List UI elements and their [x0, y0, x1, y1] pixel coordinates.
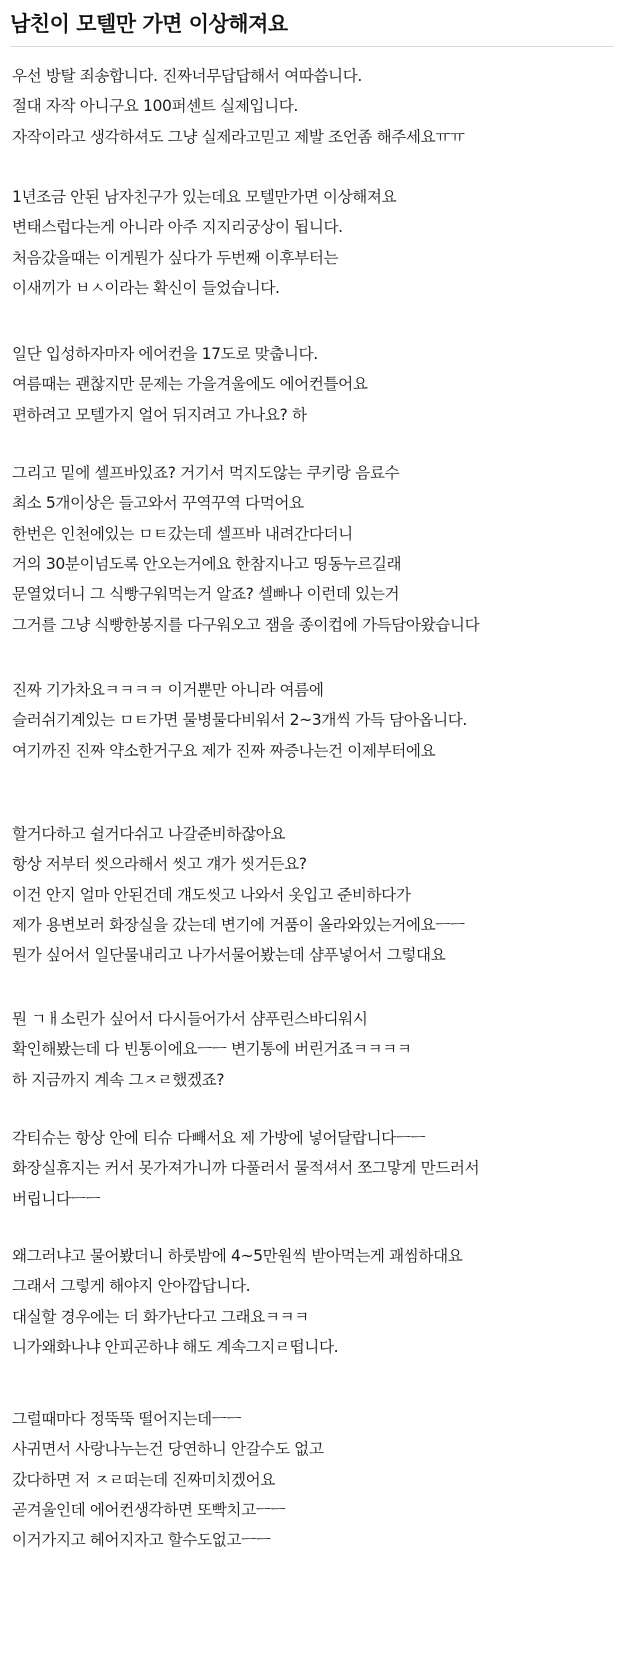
- post-paragraph-line: 그리고 밑에 셀프바있죠? 거기서 먹지도않는 쿠키랑 음료수: [12, 464, 400, 482]
- post-paragraph-line: 사귀면서 사랑나누는건 당연하니 안갈수도 없고: [12, 1440, 324, 1459]
- post-paragraph-line: 편하려고 모텔가지 얼어 뒤지려고 가나요? 하: [12, 405, 307, 424]
- post-paragraph-line: 화장실휴지는 커서 못가져가니까 다풀러서 물적셔서 쪼그맣게 만드러서: [12, 1159, 480, 1178]
- post-paragraph-line: 뭔 ㄱㅐ소린가 싶어서 다시들어가서 샴푸린스바디워시: [12, 1010, 368, 1028]
- post-paragraph-line: 한번은 인천에있는 ㅁㅌ갔는데 셀프바 내려간다더니: [12, 524, 353, 543]
- post-paragraph-line: 할거다하고 쉴거다쉬고 나갈준비하잖아요: [12, 825, 286, 843]
- post-paragraph-line: 여름때는 괜찮지만 문제는 가을겨울에도 에어컨틀어요: [12, 375, 368, 394]
- post-paragraph-line: 버립니다ㅡㅡ: [12, 1189, 100, 1208]
- post-paragraph-line: 1년조금 안된 남자친구가 있는데요 모텔만가면 이상해져요: [12, 188, 397, 206]
- post-paragraph-line: 니가왜화나냐 안피곤하냐 해도 계속그지ㄹ떱니다.: [12, 1337, 339, 1356]
- post-title: 남친이 모텔만 가면 이상해져요: [10, 12, 288, 36]
- post-paragraph-line: 최소 5개이상은 들고와서 꾸역꾸역 다먹어요: [12, 494, 304, 513]
- title-divider: [10, 46, 614, 47]
- post-paragraph-line: 뭔가 싶어서 일단물내리고 나가서물어봤는데 샴푸넣어서 그렇대요: [12, 946, 446, 965]
- post-paragraph-line: 절대 자작 아니구요 100퍼센트 실제입니다.: [12, 97, 298, 116]
- post-paragraph-line: 하 지금까지 계속 그ㅈㄹ했겠죠?: [12, 1070, 225, 1089]
- post-paragraph-line: 변태스럽다는게 아니라 아주 지지리궁상이 됩니다.: [12, 218, 343, 237]
- post-paragraph-line: 여기까진 진짜 약소한거구요 제가 진짜 짜증나는건 이제부터에요: [12, 741, 436, 760]
- post-paragraph-line: 자작이라고 생각하셔도 그냥 실제라고믿고 제발 조언좀 해주세요ㅠㅠ: [12, 127, 465, 146]
- post-paragraph-line: 이새끼가 ㅂㅅ이라는 확신이 들었습니다.: [12, 278, 280, 297]
- post-paragraph-line: 이건 안지 얼마 안된건데 걔도씻고 나와서 옷입고 준비하다가: [12, 885, 411, 904]
- post-paragraph-line: 곧겨울인데 에어컨생각하면 또빡치고ㅡㅡ: [12, 1500, 286, 1519]
- post-paragraph-line: 확인해봤는데 다 빈통이에요ㅡㅡ 변기통에 버린거죠ㅋㅋㅋㅋ: [12, 1040, 412, 1059]
- post-paragraph-line: 우선 방탈 죄송합니다. 진짜너무답답해서 여따씁니다.: [12, 67, 362, 85]
- post-paragraph-line: 문열었더니 그 식빵구워먹는거 알죠? 셀빠나 이런데 있는거: [12, 585, 400, 604]
- post-paragraph-line: 항상 저부터 씻으라해서 씻고 걔가 씻거든요?: [12, 855, 307, 874]
- post-paragraph-line: 갔다하면 저 ㅈㄹ떠는데 진짜미치겠어요: [12, 1470, 275, 1489]
- post-paragraph-line: 일단 입성하자마자 에어컨을 17도로 맞춥니다.: [12, 345, 318, 363]
- post-paragraph-line: 대실할 경우에는 더 화가난다고 그래요ㅋㅋㅋ: [12, 1307, 309, 1326]
- post-paragraph-line: 그거를 그냥 식빵한봉지를 다구워오고 잼을 종이컵에 가득담아왔습니다: [12, 615, 480, 634]
- post-paragraph-line: 그래서 그렇게 해야지 안아깝답니다.: [12, 1277, 251, 1296]
- post-paragraph-line: 슬러쉬기계있는 ㅁㅌ가면 물병물다비워서 2~3개씩 가득 담아옵니다.: [12, 711, 467, 730]
- post-paragraph-line: 그럴때마다 정뚝뚝 떨어지는데ㅡㅡ: [12, 1410, 242, 1428]
- post-paragraph-line: 이거가지고 헤어지자고 할수도없고ㅡㅡ: [12, 1531, 271, 1550]
- post-paragraph-line: 제가 용변보러 화장실을 갔는데 변기에 거품이 올라와있는거에요ㅡㅡ: [12, 915, 465, 934]
- post-paragraph-line: 처음갔을때는 이게뭔가 싶다가 두번째 이후부터는: [12, 248, 339, 267]
- post-paragraph-line: 각티슈는 항상 안에 티슈 다빼서요 제 가방에 넣어달랍니다ㅡㅡ: [12, 1129, 426, 1147]
- post-paragraph-line: 거의 30분이넘도록 안오는거에요 한참지나고 띵동누르길래: [12, 554, 402, 573]
- post-paragraph-line: 왜그러냐고 물어봤더니 하룻밤에 4~5만원씩 받아먹는게 괘씸하대요: [12, 1247, 463, 1265]
- post-paragraph-line: 진짜 기가차요ㅋㅋㅋㅋ 이거뿐만 아니라 여름에: [12, 681, 324, 699]
